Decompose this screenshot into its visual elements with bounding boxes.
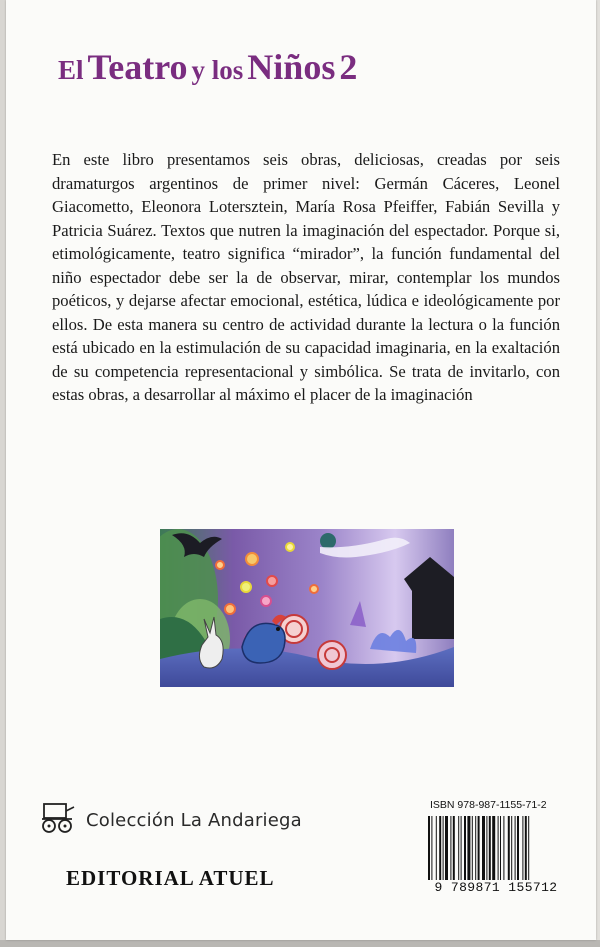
synopsis-paragraph: En este libro presentamos seis obras, deliciosas, creadas por seis dramaturgos argentinos de primer nivel: Germán Cáceres, Leonel Giacometto, Eleonora Lotersztein, María Rosa Pfeiffer, Fabián Sevilla y Patricia Suárez. Textos que nutren la imaginación del espectador. Porque si, etimológicamente, teatro significa “mirador”, la función fundamental del niño espectador debe ser la de observar, mirar, contemplar los mundos poéticos, y dejarse afectar emocional, estética, lúdica e ideológicamente por ellos. De esta manera su centro de actividad durante la lectura o la función está ubicado en la estimulación de su capacidad imaginaria, en la exaltación de su competencia representacional y simbólica. Se trata de invitarlo, con estas obras, a desarrollar al máximo el placer de la imaginación [52, 150, 560, 404]
isbn-text: ISBN 978-987-1155-71-2 [430, 799, 547, 811]
barcode-digits: 9 789871 155712 [434, 880, 558, 895]
title-word-ylos: y los [191, 55, 244, 85]
cover-illustration [160, 529, 454, 687]
title-word-el: El [58, 55, 84, 85]
publisher-name: EDITORIAL ATUEL [66, 866, 275, 890]
collection-name: Colección La Andariega [86, 809, 302, 831]
back-cover [6, 0, 596, 940]
isbn-barcode [426, 816, 566, 880]
title-word-teatro: Teatro [87, 47, 188, 87]
page-edge-right [596, 0, 600, 947]
collection-logo [40, 800, 302, 840]
book-title [58, 46, 357, 88]
title-word-ninos: Niños [247, 47, 336, 87]
wagon-icon [40, 801, 78, 840]
title-number: 2 [339, 47, 358, 87]
page-edge-bottom [0, 940, 600, 947]
